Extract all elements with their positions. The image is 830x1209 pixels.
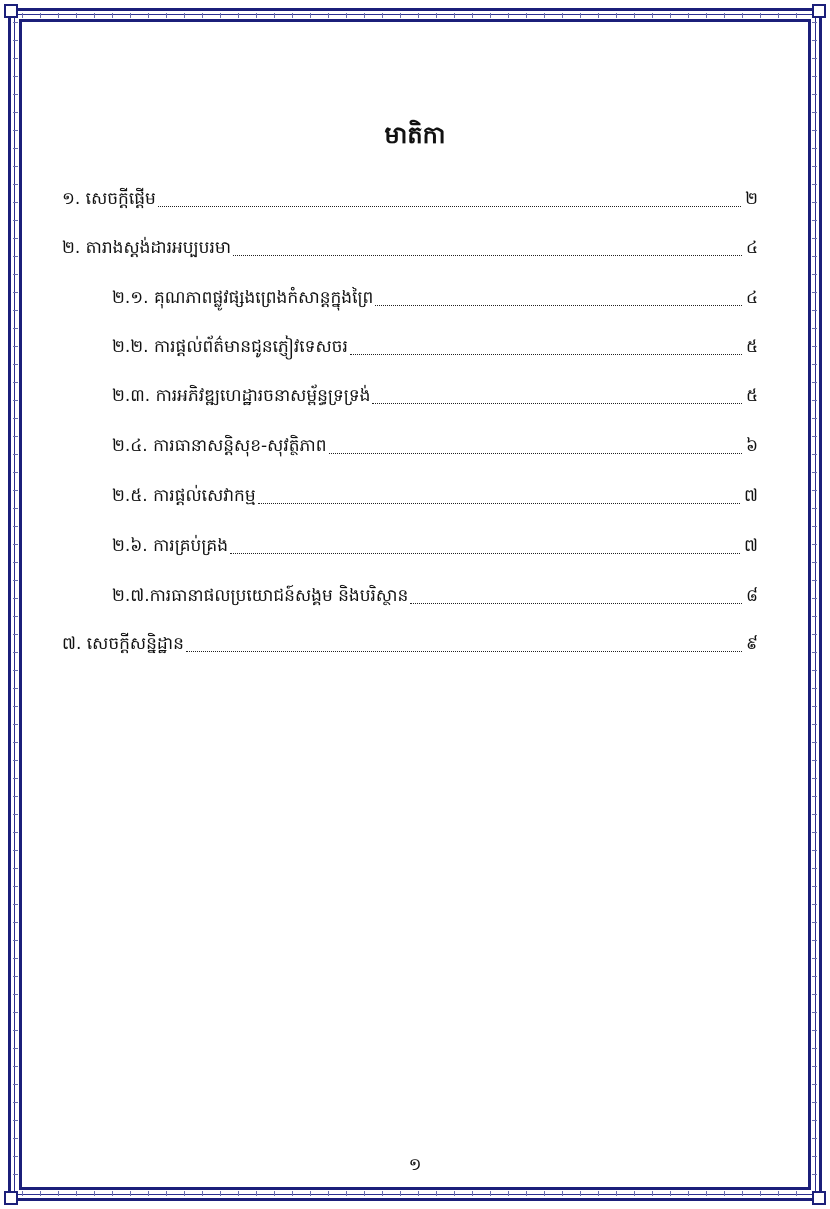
toc-entry-label: ២.៧.ការធានាផលប្រយោជន៍សង្គម និងបរិស្ថាន bbox=[112, 586, 409, 606]
toc-entry-page: ៥ bbox=[745, 386, 758, 406]
toc-leader-dots bbox=[410, 602, 742, 604]
toc-entry[interactable] bbox=[112, 480, 758, 510]
corner-bottom-right bbox=[812, 1191, 826, 1205]
toc-entry-label: ៧. សេចក្ដីសន្និដ្ឋាន bbox=[62, 634, 184, 654]
toc-entry-page: ៤ bbox=[745, 288, 758, 308]
border-ticks-top bbox=[22, 13, 808, 18]
toc-entry-label: ២.២. ការផ្ដល់ព័ត៌មានជូនភ្ញៀវទេសចរ bbox=[112, 337, 348, 357]
toc-leader-dots bbox=[233, 254, 742, 256]
toc-entry-label: ២. តារាងស្ដង់ដារអប្បបរមា bbox=[62, 238, 232, 258]
toc-entry[interactable] bbox=[62, 628, 758, 658]
toc-leader-dots bbox=[329, 452, 742, 454]
page-number: ១ bbox=[408, 1155, 422, 1175]
toc-entry-label: ២.៥. ការផ្ដល់សេវាកម្ម bbox=[112, 486, 256, 506]
toc-entry-page: ៥ bbox=[745, 337, 758, 357]
toc-entry-page: ៧ bbox=[744, 486, 758, 506]
toc-entry-label: ២.៦. ការគ្រប់គ្រង bbox=[112, 536, 228, 556]
toc-entry[interactable] bbox=[112, 580, 758, 610]
toc-leader-dots bbox=[230, 552, 740, 554]
toc-entry-label: ២.៤. ការធានាសន្តិសុខ-សុវត្ថិភាព bbox=[112, 436, 327, 456]
toc-entry[interactable] bbox=[112, 331, 758, 361]
toc-leader-dots bbox=[375, 304, 742, 306]
toc-entry-page: ៩ bbox=[745, 634, 758, 654]
toc-entry-page: ៨ bbox=[745, 586, 758, 606]
toc-entry-label: ១. សេចក្ដីផ្ដើម bbox=[62, 189, 156, 209]
border-ticks-left bbox=[13, 22, 18, 1187]
toc-entry-page: ២ bbox=[745, 189, 758, 209]
toc-entry-label: ២.១. គុណភាពផ្លូវផ្សងព្រេងកំសាន្តក្នុងព្រៃ bbox=[112, 288, 374, 308]
toc-entry-page: ៧ bbox=[744, 536, 758, 556]
toc-entry-page: ៦ bbox=[745, 436, 758, 456]
toc-entry[interactable] bbox=[112, 530, 758, 560]
toc-leader-dots bbox=[186, 650, 742, 652]
toc-leader-dots bbox=[350, 353, 742, 355]
toc-leader-dots bbox=[372, 402, 742, 404]
border-ticks-bottom bbox=[22, 1191, 808, 1196]
corner-bottom-left bbox=[4, 1191, 18, 1205]
toc-leader-dots bbox=[158, 205, 741, 207]
toc-leader-dots bbox=[258, 502, 740, 504]
toc-entry-page: ៤ bbox=[745, 238, 758, 258]
toc-entry[interactable] bbox=[112, 380, 758, 410]
toc-entry[interactable] bbox=[62, 183, 758, 213]
corner-top-right bbox=[812, 4, 826, 18]
border-ticks-right bbox=[812, 22, 817, 1187]
toc-entry[interactable] bbox=[62, 232, 758, 262]
page-title: មាតិកា bbox=[384, 121, 446, 149]
toc-entry[interactable] bbox=[112, 430, 758, 460]
toc-entry-label: ២.៣. ការអភិវឌ្ឍហេដ្ឋារចនាសម្ព័ន្ធទ្រទ្រង់ bbox=[112, 386, 371, 406]
toc-entry[interactable] bbox=[112, 282, 758, 312]
corner-top-left bbox=[4, 4, 18, 18]
